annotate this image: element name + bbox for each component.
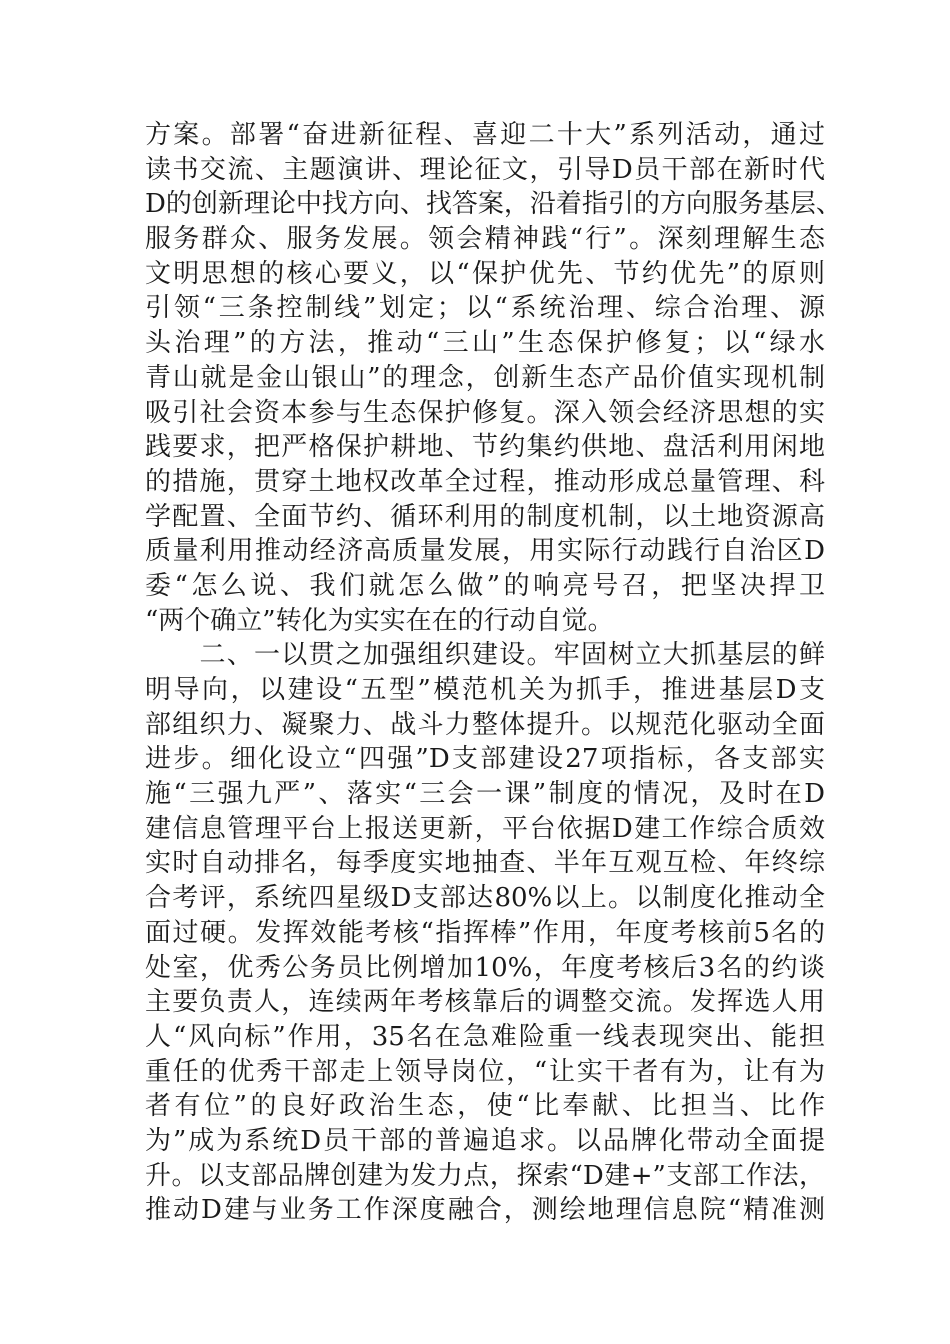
- text-line: 引领“三条控制线”划定；以“系统治理、综合治理、源: [145, 293, 825, 324]
- text-line: 处室，优秀公务员比例增加10%，年度考核后3名的约谈: [145, 952, 825, 983]
- text-line: 部组织力、凝聚力、战斗力整体提升。以规范化驱动全面: [145, 709, 825, 740]
- text-line: 进步。细化设立“四强”D支部建设27项指标，各支部实: [145, 744, 825, 775]
- text-line: 重任的优秀干部走上领导岗位，“让实干者有为，让有为: [145, 1056, 825, 1087]
- text-line: 质量利用推动经济高质量发展，用实际行动践行自治区D: [145, 536, 825, 567]
- text-line: 合考评，系统四星级D支部达80%以上。以制度化推动全: [145, 883, 825, 914]
- text-line: 吸引社会资本参与生态保护修复。深入领会经济思想的实: [145, 397, 825, 428]
- text-line: 建信息管理平台上报送更新，平台依据D建工作综合质效: [145, 813, 825, 844]
- text-line: 读书交流、主题演讲、理论征文，引导D员干部在新时代: [145, 154, 825, 185]
- text-line: 践要求，把严格保护耕地、节约集约供地、盘活利用闲地: [145, 432, 825, 463]
- text-line: 面过硬。发挥效能考核“指挥棒”作用，年度考核前5名的: [145, 917, 825, 948]
- text-line: 二、一以贯之加强组织建设。牢固树立大抓基层的鲜: [145, 640, 825, 671]
- text-line: 文明思想的核心要义，以“保护优先、节约优先”的原则: [145, 258, 825, 289]
- text-line: 人“风向标”作用，35名在急难险重一线表现突出、能担: [145, 1021, 825, 1052]
- text-line: D的创新理论中找方向、找答案，沿着指引的方向服务基层、: [145, 189, 842, 220]
- text-line: 升。以支部品牌创建为发力点，探索“D建+”支部工作法，: [145, 1160, 825, 1191]
- text-line: 主要负责人，连续两年考核靠后的调整交流。发挥选人用: [145, 987, 825, 1018]
- text-line: 学配置、全面节约、循环利用的制度机制，以土地资源高: [145, 501, 825, 532]
- text-line: 青山就是金山银山”的理念，创新生态产品价值实现机制: [145, 362, 825, 393]
- text-line: 委“怎么说、我们就怎么做”的响亮号召，把坚决捍卫: [145, 570, 825, 601]
- text-line: 实时自动排名，每季度实地抽查、半年互观互检、年终综: [145, 848, 825, 879]
- body-text: [145, 118, 842, 1228]
- text-line: 方案。部署“奋进新征程、喜迎二十大”系列活动，通过: [145, 120, 825, 150]
- text-line: 的措施，贯穿土地权改革全过程，推动形成总量管理、科: [145, 466, 825, 497]
- text-line: “两个确立”转化为实实在在的行动自觉。: [145, 605, 614, 636]
- text-line: 推动D建与业务工作深度融合，测绘地理信息院“精准测: [145, 1195, 825, 1226]
- text-line: 者有位”的良好政治生态，使“比奉献、比担当、比作: [145, 1091, 825, 1122]
- text-line: 为”成为系统D员干部的普遍追求。以品牌化带动全面提: [145, 1125, 825, 1156]
- text-line: 施“三强九严”、落实“三会一课”制度的情况，及时在D: [145, 779, 825, 810]
- text-line: 头治理”的方法，推动“三山”生态保护修复；以“绿水: [145, 328, 825, 359]
- text-line: 明导向，以建设“五型”模范机关为抓手，推进基层D支: [145, 675, 825, 705]
- text-line: 服务群众、服务发展。领会精神践“行”。深刻理解生态: [145, 224, 825, 255]
